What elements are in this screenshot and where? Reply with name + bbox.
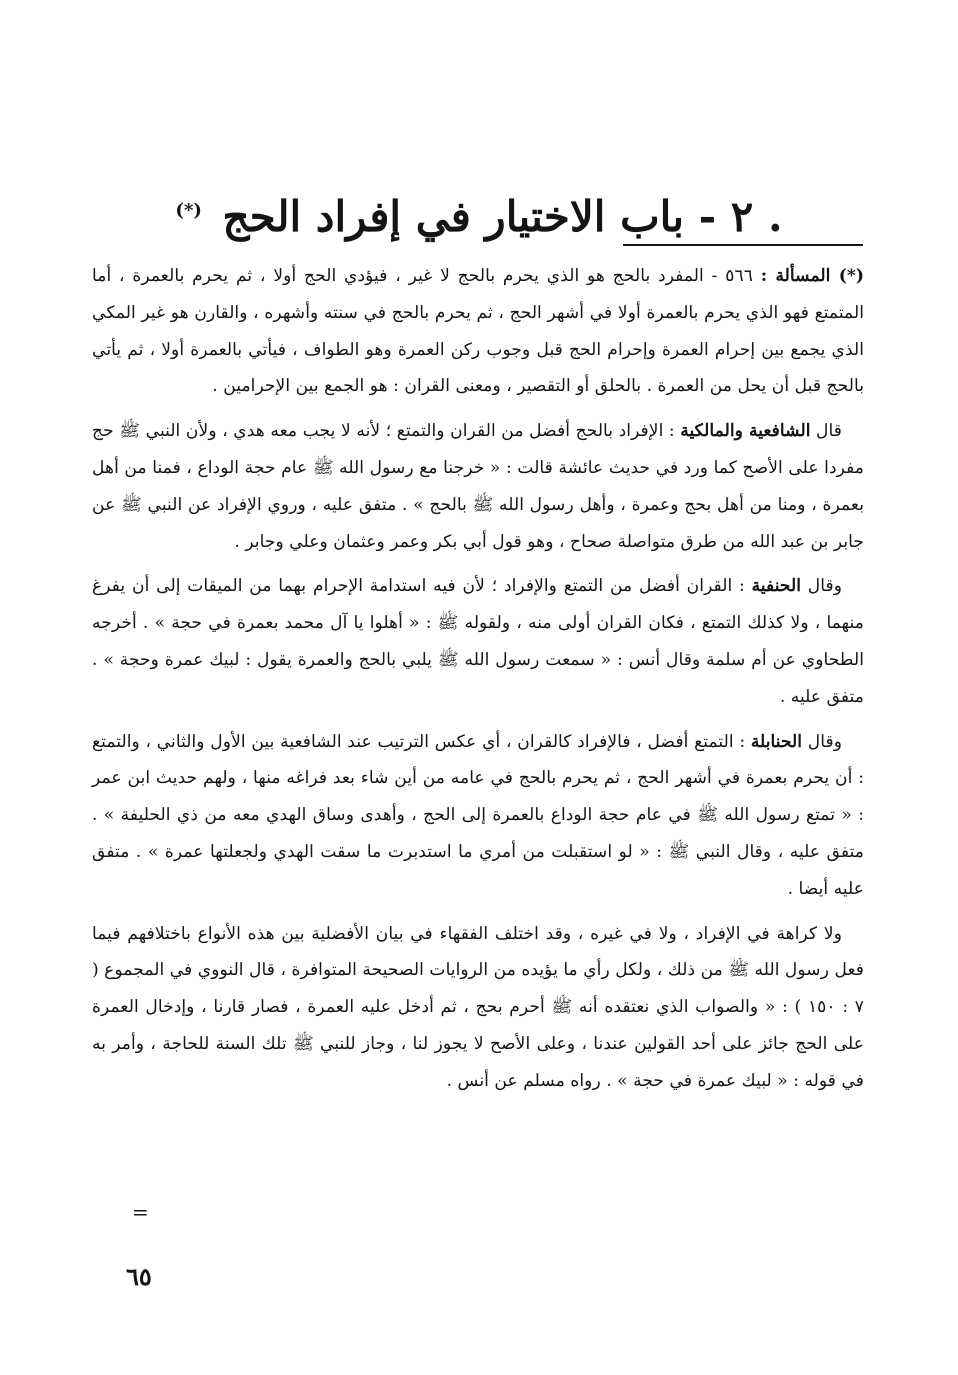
chapter-title: . ٢ - باب الاختيار في إفراد الحج [222, 192, 783, 242]
paragraph-text: : التمتع أفضل ، فالإفراد كالقران ، أي عكس الترتيب عند الشافعية بين الأول والثاني ، والتمتع : أن يحرم بعمرة في أشهر الحج ، ثم يحرم بالحج في عامه من أين شاء بعد فراغه منها ، ولهم حديث ابن عمر : « تمتع رسول الله ﷺ في عام حجة الوداع بالعمرة إلى الحج ، وأهدى وساق الهدي معه من ذي الحليفة » . متفق عليه ، وقال النبي ﷺ : « لو استقبلت من أمري ما استدبرت ما سقت الهدي ولجعلتها عمرة » . متفق عليه أيضا . [92, 731, 864, 899]
madhhab-name: الحنفية [751, 576, 801, 597]
paragraph-lead: وقال [800, 576, 842, 597]
footnote-paragraph-conclusion [92, 916, 864, 1100]
paragraph-lead: قال [810, 421, 842, 442]
footnote-paragraph-shafiiya [92, 413, 864, 560]
madhhab-name: الحنابلة [750, 731, 803, 752]
issue-label: (*) المسألة : [760, 266, 864, 286]
footnote-paragraph-hanafiya [92, 568, 864, 715]
footnote-paragraph-hanabila [92, 724, 864, 908]
paragraph-lead: وقال [802, 731, 842, 752]
paragraph-text: ولا كراهة في الإفراد ، ولا في غيره ، وقد اختلف الفقهاء في بيان الأفضلية بين هذه الأنواع باختلافهم فيما فعل رسول الله ﷺ من ذلك ، ولكل رأي ما يؤيده من الروايات الصحيحة المتوافرة ، قال النووي في المجموع ( ٧ : ١٥٠ ) : « والصواب الذي نعتقده أنه ﷺ أحرم بحج ، ثم أدخل عليه العمرة ، فصار قارنا ، وإدخال العمرة على الحج جائز على أحد القولين عندنا ، وعلى الأصح لا يجوز لنا ، وجاز للنبي ﷺ تلك السنة للحاجة ، وأمر به في قوله : « لبيك عمرة في حجة » . رواه مسلم عن أنس . [92, 923, 865, 1091]
paragraph-text: ٥٦٦ - المفرد بالحج هو الذي يحرم بالحج لا غير ، فيؤدي الحج أولا ، ثم يحرم بالعمرة ، أما المتمتع فهو الذي يحرم بالعمرة أولا في أشهر الحج ، ثم يحرم بالحج في سنته وأشهره ، والقارن هو غير المكي الذي يجمع بين إحرام العمرة وإحرام الحج قبل وجوب ركن العمرة وهو الطواف ، فيأتي بالعمرة أولا ، ثم يأتي بالحج قبل أن يحل من العمرة . بالحلق أو التقصير ، ومعنى القران : هو الجمع بين الإحرامين . [92, 266, 864, 397]
paragraph-text: : الإفراد بالحج أفضل من القران والتمتع ؛ لأنه لا يجب معه هدي ، ولأن النبي ﷺ حج مفردا على الأصح كما ورد في حديث عائشة قالت : « خرجنا مع رسول الله ﷺ عام حجة الوداع ، فمنا من أهل بعمرة ، ومنا من أهل بحج وعمرة ، وأهل رسول الله ﷺ بالحج » . متفق عليه ، وروي الإفراد عن النبي ﷺ عن جابر بن عبد الله من طرق متواصلة صحاح ، وهو قول أبي بكر وعمر وعثمان وعلي وجابر . [92, 421, 864, 552]
paragraph-text: : القران أفضل من التمتع والإفراد ؛ لأن فيه استدامة الإحرام بهما من الميقات إلى أن يفرغ منهما ، ولا كذلك التمتع ، فكان القران أولى منه ، ولقوله ﷺ : « أهلوا يا آل محمد بعمرة في حجة » . أخرجه الطحاوي عن أم سلمة وقال أنس : « سمعت رسول الله ﷺ يلبي بالحج والعمرة يقول : لبيك عمرة وحجة » . متفق عليه . [92, 576, 864, 707]
footnote-body [92, 258, 864, 1108]
madhhab-name: الشافعية والمالكية [680, 421, 811, 442]
page-number: ٦٥ [126, 1262, 152, 1291]
footnote-separator-rule [623, 244, 863, 246]
continuation-mark: = [132, 1200, 149, 1224]
footnote-paragraph-definitions [92, 258, 864, 405]
footnote-marker: (*) [175, 200, 202, 222]
